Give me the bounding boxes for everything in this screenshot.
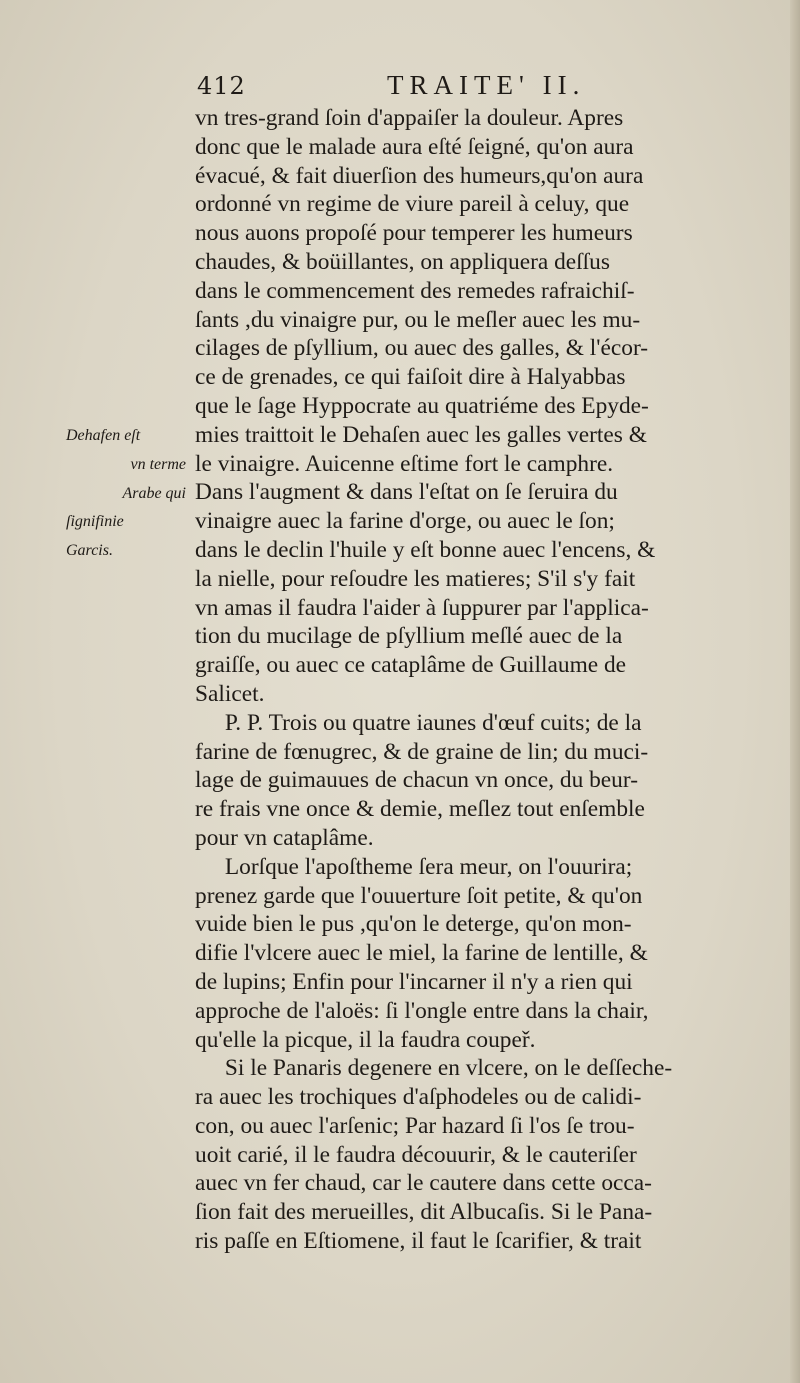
- text-line: ce de grenades, ce qui faiſoit dire à Halyabbas: [195, 364, 626, 391]
- text-line: chaudes, & boüillantes, on appliquera deſſus: [195, 248, 610, 275]
- text-line: dans le commencement des remedes rafraichiſ-: [195, 277, 635, 304]
- text-line: ordonné vn regime de viure pareil à celuy, que: [195, 191, 630, 218]
- text-line: uoit carié, il le faudra découurir, & le cauteriſer: [195, 1141, 637, 1168]
- marginal-line: vn terme: [130, 455, 186, 473]
- text-line: de lupins; Enfin pour l'incarner il n'y a rien qui: [195, 968, 633, 995]
- text-line: Si le Panaris degenere en vlcere, on le deſſeche-: [224, 1055, 673, 1082]
- text-line: le vinaigre. Auicenne eſtime fort le camphre.: [195, 450, 614, 477]
- text-line: tion du mucilage de pſyllium meſlé auec de la: [195, 623, 623, 650]
- marginal-line: Arabe qui: [122, 484, 186, 502]
- text-line: vuide bien le pus ,qu'on le deterge, qu'on mon-: [195, 911, 632, 938]
- text-line: Dans l'augment & dans l'eſtat on ſe ſeruira du: [195, 479, 618, 506]
- text-line: vn tres-grand ſoin d'appaiſer la douleur. Apres: [195, 105, 624, 131]
- text-line: dans le declin l'huile y eſt bonne auec l'encens, &: [195, 536, 656, 563]
- text-line: lage de guimauues de chacun vn once, du beur-: [195, 767, 638, 794]
- text-line: ſants ,du vinaigre pur, ou le meſler auec les mu-: [195, 306, 641, 333]
- text-line: Salicet.: [195, 680, 265, 707]
- text-line: nous auons propoſé pour temperer les humeurs: [195, 220, 633, 247]
- text-line: vn amas il faudra l'aider à ſuppurer par l'applica-: [195, 594, 649, 621]
- text-line: ris paſſe en Eſtiomene, il faut le ſcarifier, & trait: [195, 1228, 642, 1255]
- marginal-note: [66, 422, 186, 566]
- text-line: la nielle, pour reſoudre les matieres; S'il s'y fait: [195, 565, 636, 592]
- text-line: évacué, & fait diuerſion des humeurs,qu'on aura: [195, 162, 644, 189]
- text-line: ſion fait des merueilles, dit Albucaſis. Si le Pana-: [195, 1199, 653, 1226]
- text-line: qu'elle la picque, il la faudra coupeř.: [195, 1026, 536, 1053]
- text-line: pour vn cataplâme.: [195, 824, 374, 851]
- text-line: approche de l'aloës: ſi l'ongle entre dans la chair,: [195, 997, 649, 1024]
- text-line: re frais vne once & demie, meſlez tout enſemble: [195, 796, 645, 823]
- text-line: con, ou auec l'arſenic; Par hazard ſi l'os ſe trou-: [195, 1112, 635, 1139]
- text-line: vinaigre auec la farine d'orge, ou auec le ſon;: [195, 508, 615, 535]
- text-line: P. P. Trois ou quatre iaunes d'œuf cuits; de la: [224, 709, 642, 736]
- body-text: [195, 104, 770, 1256]
- text-line: mies traittoit le Dehaſen auec les galles vertes &: [195, 421, 647, 448]
- text-line: difie l'vlcere auec le miel, la farine de lentille, &: [195, 940, 648, 967]
- text-line: auec vn fer chaud, car le cautere dans cette occa-: [195, 1170, 652, 1197]
- text-line: que le ſage Hyppocrate au quatriéme des Epyde-: [195, 392, 649, 419]
- text-line: prenez garde que l'ouuerture ſoit petite, & qu'on: [195, 882, 643, 909]
- page-number: 412: [197, 72, 246, 100]
- marginal-line: ſignifinie: [66, 513, 124, 531]
- text-line: Lorſque l'apoſtheme ſera meur, on l'ouurira;: [224, 853, 633, 880]
- page-edge: [790, 0, 800, 1383]
- running-title: TRAITE' II.: [387, 70, 586, 100]
- text-line: donc que le malade aura eſté ſeigné, qu'on aura: [195, 133, 634, 160]
- text-line: ra auec les trochiques d'aſphodeles ou de calidi-: [195, 1084, 642, 1111]
- page-header: [197, 70, 757, 106]
- text-line: farine de fœnugrec, & de graine de lin; du muci-: [195, 738, 649, 765]
- text-line: cilages de pſyllium, ou auec des galles, & l'écor-: [195, 335, 649, 362]
- marginal-line: Garcis.: [66, 542, 113, 560]
- text-line: graiſſe, ou auec ce cataplâme de Guillaume de: [195, 652, 627, 679]
- marginal-line: Dehafen eſt: [66, 427, 141, 444]
